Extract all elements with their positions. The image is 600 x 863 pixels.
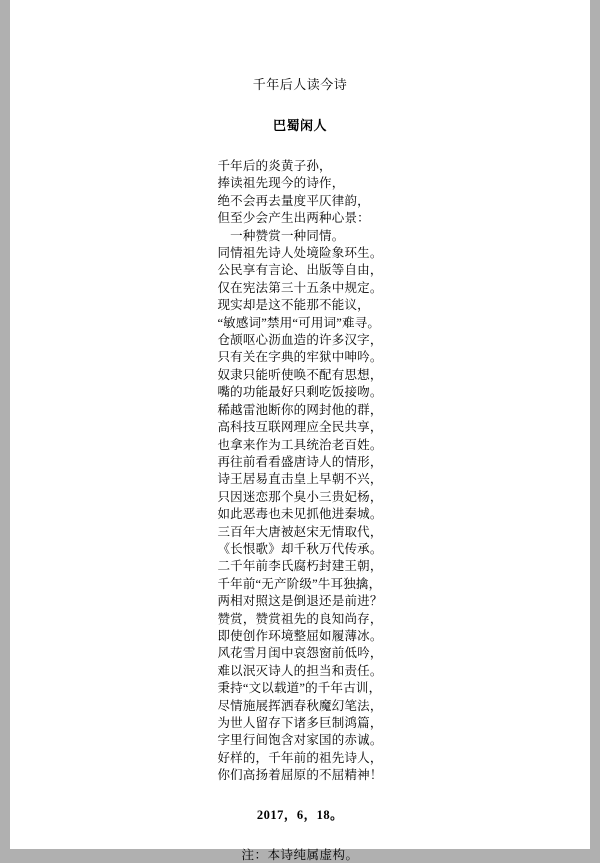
poem-line: 绝不会再去量度平仄律韵， xyxy=(217,193,370,208)
author-name: 巴蜀闲人 xyxy=(272,118,327,133)
poem-line: 奴隶只能听使唤不配有思想， xyxy=(217,367,383,382)
poem-line: 一种赞赏一种同情。 xyxy=(217,228,345,243)
poem-line: 千年后的炎黄子孙， xyxy=(217,159,332,173)
poem-line: 即使创作环境整屈如履薄冰。 xyxy=(217,628,383,643)
poem-line: 高科技互联网理应全民共享， xyxy=(217,420,383,435)
poem-line: 两相对照这是倒退还是前进？ xyxy=(217,594,383,609)
poem-body xyxy=(70,158,530,785)
poem-date: 2017，6，18。 xyxy=(256,807,344,822)
poem-note: 注：本诗纯属虚构。 xyxy=(241,847,359,862)
poem-line: 风花雪月闺中哀怨窗前低吟， xyxy=(217,646,383,661)
poem-line: 尽情施展挥洒春秋魔幻笔法， xyxy=(217,698,383,713)
page-title: 千年后人读今诗 xyxy=(252,77,348,92)
document-page xyxy=(10,0,590,862)
poem-line: 赞赏，赞赏祖先的良知尚存， xyxy=(217,611,383,626)
poem-line: 仅在宪法第三十五条中规定。 xyxy=(217,280,383,295)
poem-line: 仓颉呕心沥血造的许多汉字， xyxy=(217,333,383,348)
poem-line: 如此恶毒也未见抓他进秦城。 xyxy=(217,507,383,522)
poem-line: 但至少会产生出两种心景： xyxy=(217,211,370,226)
poem-line: 千年前“无产阶级”牛耳独擒， xyxy=(217,576,382,591)
poem-line: 现实却是这不能那不能议， xyxy=(217,298,370,313)
poem-line: 诗王居易直击皇上早朝不兴， xyxy=(217,472,383,487)
poem-line: 只因迷恋那个臭小三贵妃杨， xyxy=(217,489,383,504)
poem-line: 好样的，千年前的祖先诗人， xyxy=(217,750,383,765)
poem-line: 三百年大唐被赵宋无情取代， xyxy=(217,524,383,539)
poem-line: 《长恨歌》却千秋万代传承。 xyxy=(217,541,383,556)
poem-line: 难以泯灭诗人的担当和责任。 xyxy=(217,663,383,678)
poem-lines-container xyxy=(217,158,382,785)
poem-line: 稀越雷池断你的网封他的群， xyxy=(217,402,383,417)
poem-line: 同情祖先诗人处境险象环生。 xyxy=(217,246,383,261)
poem-line: 为世人留存下诸多巨制鸿篇， xyxy=(217,716,383,730)
poem-line: 捧读祖先现今的诗作， xyxy=(217,176,345,191)
poem-line: “敏感词”禁用“可用词”难寻。 xyxy=(217,315,381,330)
poem-line: 你们高扬着屈原的不屈精神！ xyxy=(217,768,383,783)
poem-line: 只有关在字典的牢狱中呻吟。 xyxy=(217,350,383,365)
poem-line: 再往前看看盛唐诗人的情形， xyxy=(217,454,383,469)
poem-line: 嘴的功能最好只剩吃饭接吻。 xyxy=(217,385,383,400)
poem-line: 秉持“文以载道”的千年古训， xyxy=(217,681,382,696)
poem-line: 二千年前李氏腐朽封建王朝， xyxy=(217,559,383,574)
poem-line: 公民享有言论、出版等自由， xyxy=(217,263,383,278)
poem-line: 也拿来作为工具统治老百姓。 xyxy=(217,437,383,452)
poem-line: 字里行间饱含对家国的赤诚。 xyxy=(217,733,383,748)
